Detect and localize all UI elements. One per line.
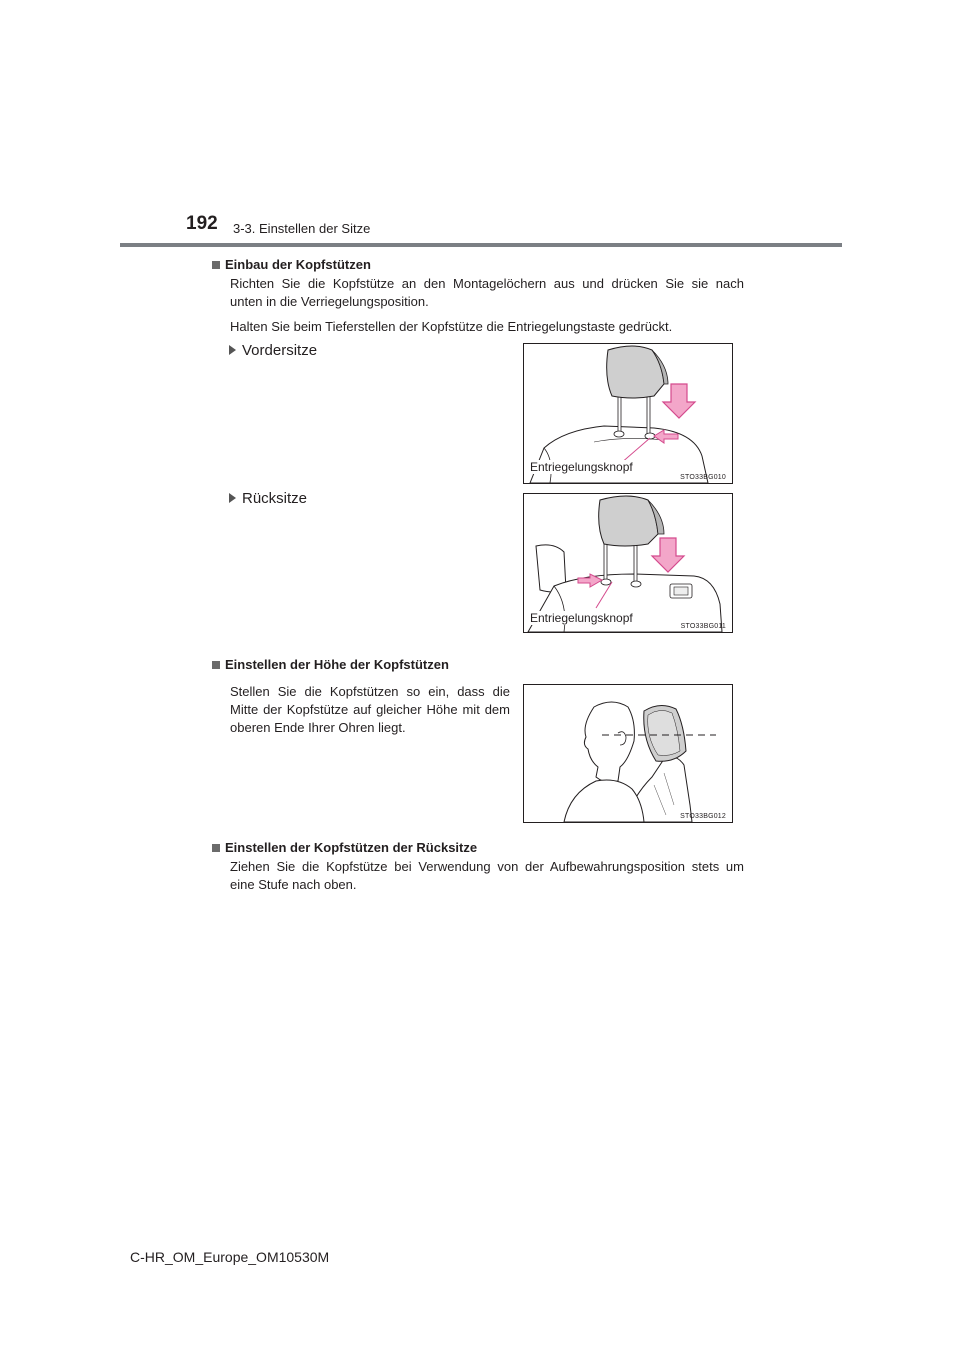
install-paragraph-1-line-2: unten in die Verriegelungsposition. [230,294,429,309]
height-paragraph-line-3: oberen Ende Ihrer Ohren liegt. [230,720,406,735]
subheading-front-seats [229,342,317,359]
heading-rear-text: Einstellen der Kopfstützen der Rücksitze [225,840,478,855]
figure-rear-seat-headrest [523,493,733,633]
triangle-bullet-icon [229,493,236,503]
document-id: C-HR_OM_Europe_OM10530M [130,1249,330,1265]
subheading-rear-seats-text: Rücksitze [242,490,308,507]
heading-install-text: Einbau der Kopfstützen [225,257,371,272]
figure-headrest-height [523,684,733,823]
heading-height [212,657,449,672]
figure-code-front: STO33BG010 [680,474,726,481]
heading-install [212,257,371,272]
figure-code-height: STO33BG012 [680,813,726,820]
rear-paragraph [230,858,744,894]
heading-height-text: Einstellen der Höhe der Kopfstützen [225,657,449,672]
height-paragraph-line-1: Stellen Sie die Kopfstützen so ein, dass die [230,684,510,699]
subheading-front-seats-text: Vordersitze [242,342,318,359]
head-height-illustration [524,685,732,822]
triangle-bullet-icon [229,345,236,355]
square-bullet-icon [212,661,220,669]
rear-paragraph-line-1: Ziehen Sie die Kopfstütze bei Verwendung von der Aufbewahrungsposition stets um [230,859,744,874]
figure-front-seat-headrest [523,343,733,484]
header-rule [120,243,842,247]
install-paragraph-2: Halten Sie beim Tieferstellen der Kopfstütze die Entriegelungstaste gedrückt. [230,319,673,334]
figure-code-rear: STO33BG011 [680,623,726,630]
rear-paragraph-line-2: eine Stufe nach oben. [230,877,357,892]
page-number: 192 [186,213,218,234]
subheading-rear-seats [229,490,307,507]
install-paragraph-1-line-1: Richten Sie die Kopfstütze an den Montagelöchern aus und drücken Sie sie nach [230,276,744,291]
release-button-callout-rear: Entriegelungsknopf [530,611,633,625]
height-paragraph [230,683,510,737]
section-title: 3-3. Einstellen der Sitze [233,221,371,236]
install-paragraph-1 [230,275,744,311]
heading-rear [212,840,477,855]
square-bullet-icon [212,261,220,269]
square-bullet-icon [212,844,220,852]
height-paragraph-line-2: Mitte der Kopfstütze auf gleicher Höhe mit dem [230,702,510,717]
release-button-callout-front: Entriegelungsknopf [530,460,633,474]
